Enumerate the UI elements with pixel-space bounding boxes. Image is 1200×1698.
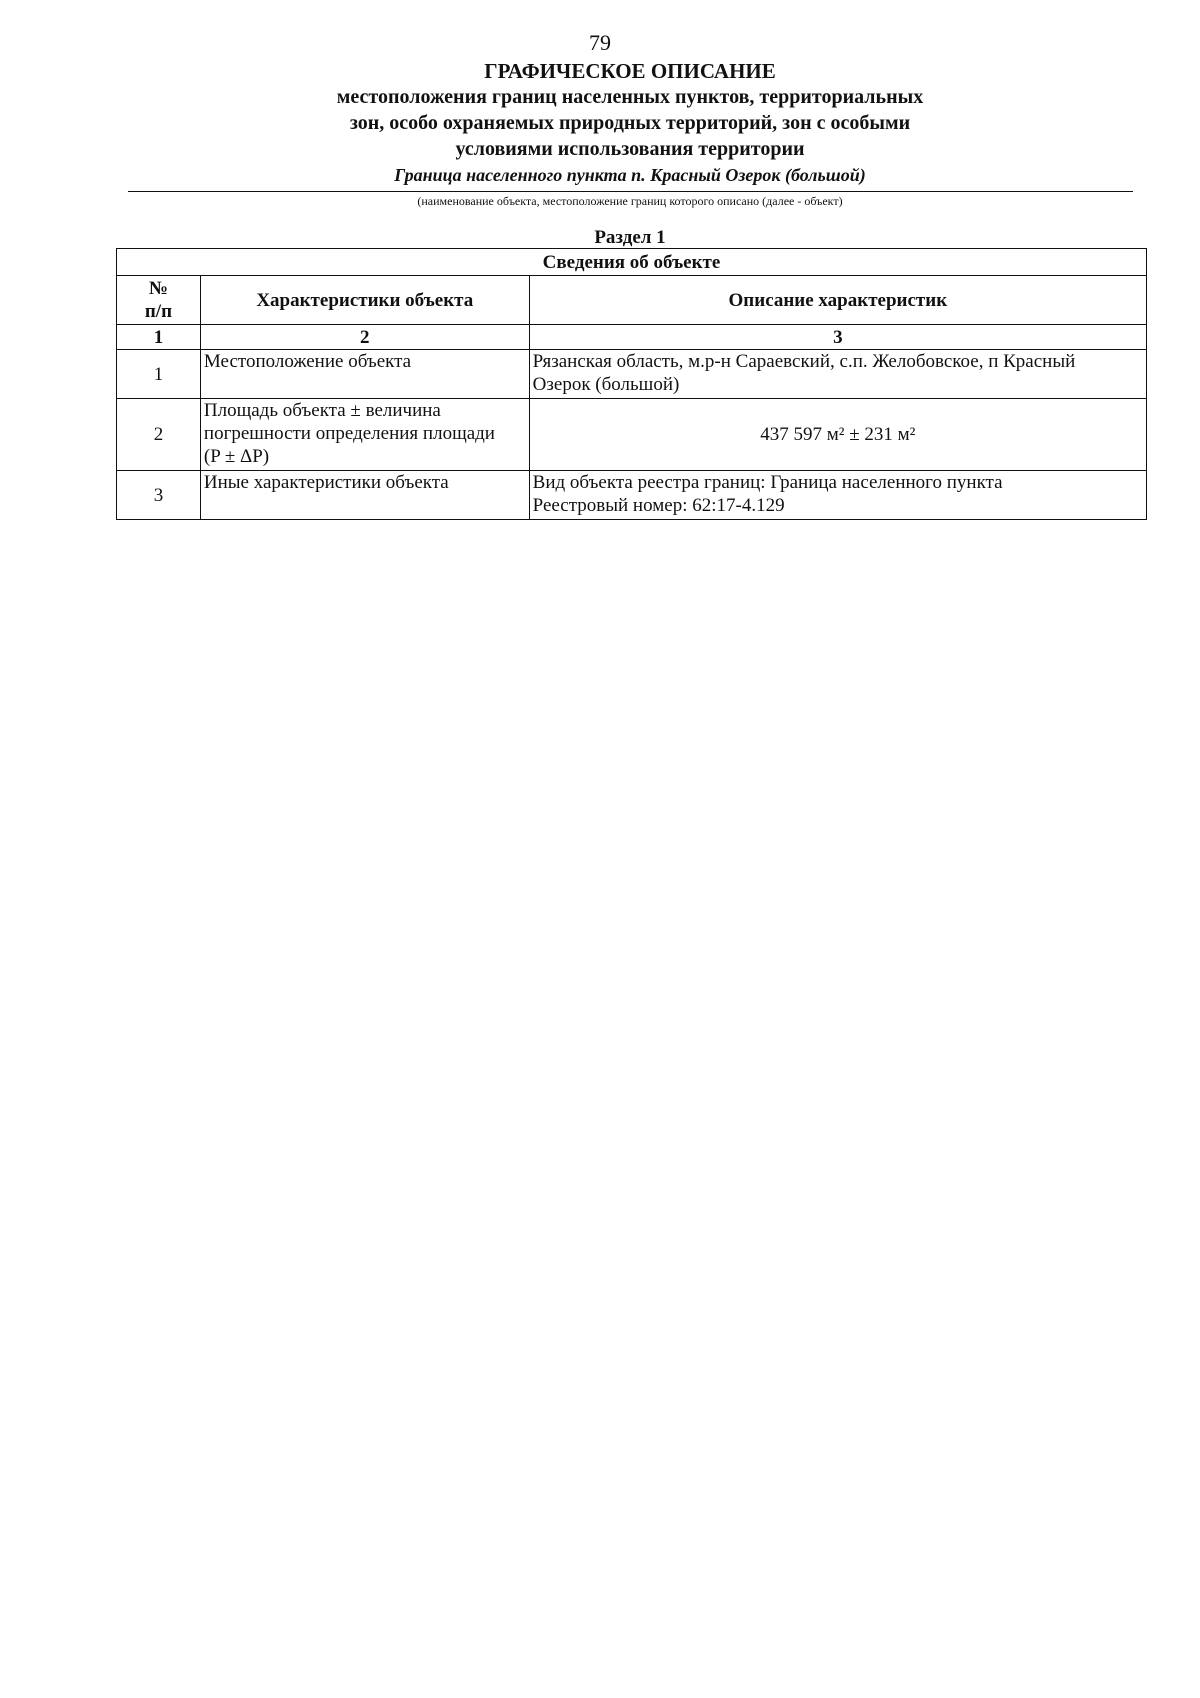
row-description (529, 350, 1146, 399)
column-number: 2 (200, 325, 529, 350)
table-row (117, 350, 1147, 399)
row-characteristic (200, 399, 529, 471)
cell-line: погрешности определения площади (203, 423, 495, 444)
table-row (117, 471, 1147, 520)
cell-line: Площадь объекта ± величина (203, 400, 441, 421)
cell-line: 437 597 м² ± 231 м² (760, 424, 916, 445)
row-characteristic (200, 471, 529, 520)
table-caption-row (117, 249, 1147, 276)
column-number: 3 (529, 325, 1146, 350)
object-info-table (116, 248, 1147, 520)
document-title: ГРАФИЧЕСКОЕ ОПИСАНИЕ (484, 59, 776, 83)
table-caption: Сведения об объекте (117, 249, 1147, 276)
column-number-row (117, 325, 1147, 350)
table-header-row (117, 276, 1147, 325)
cell-line: Реестровый номер: 62:17-4.129 (532, 495, 785, 516)
row-number: 3 (117, 471, 201, 520)
object-name-hint: (наименование объекта, местоположение границ которого описано (далее - объект) (417, 194, 843, 208)
row-description (529, 399, 1146, 471)
header-number-line: п/п (144, 301, 173, 322)
object-name-underline (128, 191, 1133, 192)
column-number: 1 (117, 325, 201, 350)
section-title: Раздел 1 (594, 227, 666, 248)
cell-line: (P ± ΔP) (203, 446, 270, 467)
header-description: Описание характеристик (529, 276, 1146, 325)
header-number-line: № (148, 278, 168, 299)
row-number: 2 (117, 399, 201, 471)
cell-line: Иные характеристики объекта (203, 472, 449, 493)
cell-line: Озерок (большой) (532, 374, 680, 395)
document-subtitle-line: зон, особо охраняемых природных территорий, зон с особыми (349, 112, 911, 134)
object-name: Граница населенного пункта п. Красный Озерок (большой) (394, 165, 866, 185)
header-characteristic: Характеристики объекта (200, 276, 529, 325)
row-description (529, 471, 1146, 520)
row-characteristic (200, 350, 529, 399)
document-subtitle-line: условиями использования территории (455, 138, 805, 160)
document-header (130, 58, 1130, 187)
row-number: 1 (117, 350, 201, 399)
page-number: 79 (589, 30, 611, 55)
table-row (117, 399, 1147, 471)
cell-line: Вид объекта реестра границ: Граница населенного пункта (532, 472, 1003, 493)
cell-line: Рязанская область, м.р-н Сараевский, с.п. Желобовское, п Красный (532, 351, 1076, 372)
header-number (117, 276, 201, 325)
cell-line: Местоположение объекта (203, 351, 412, 372)
document-subtitle-line: местоположения границ населенных пунктов, территориальных (336, 86, 924, 108)
